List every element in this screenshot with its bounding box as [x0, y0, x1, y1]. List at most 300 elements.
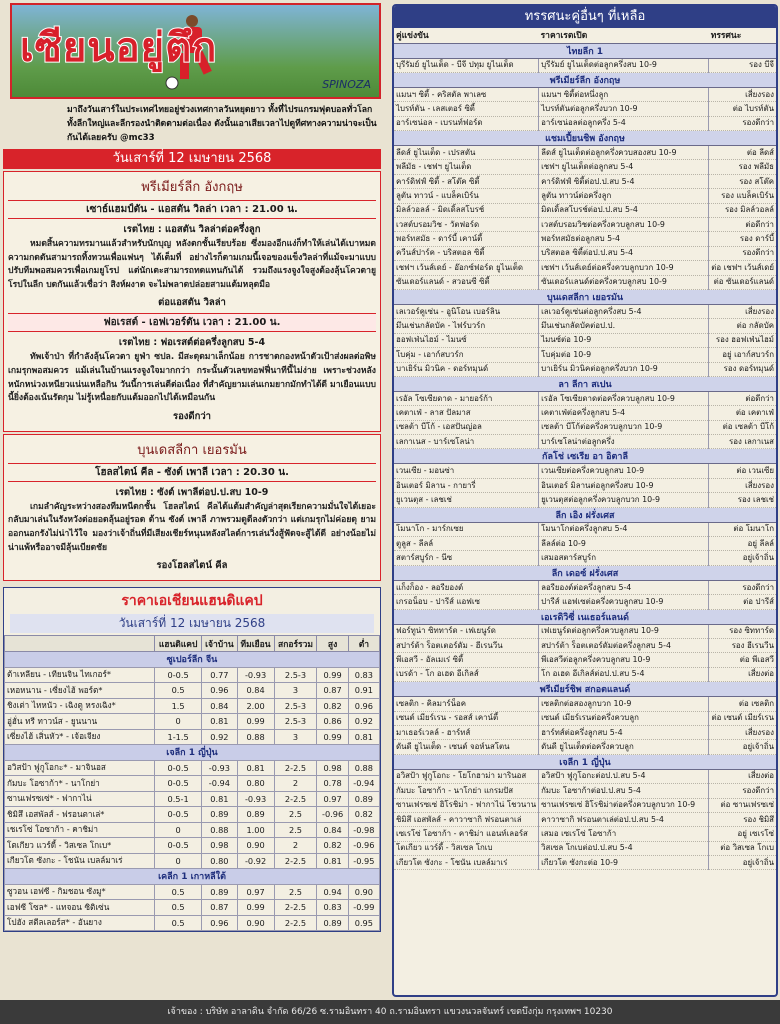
- odds-cell: 0.81: [317, 853, 348, 869]
- odds-cell: 0.77: [202, 667, 237, 683]
- odds-cell: 0.83: [348, 667, 379, 683]
- match-cell: ชิงเต่า ไหหนัว - เฉิงตู หรงเฉิง*: [5, 698, 155, 714]
- opening-rate-cell: เสมอสตาร์สบูร์ก: [539, 551, 709, 565]
- prediction-cell: ต่อ เคตาเฟ่: [709, 406, 776, 420]
- match-cell: ไบรท์ตัน - เลสเตอร์ ซิตี้: [394, 102, 539, 116]
- opening-rate-cell: เวนเซียต่อครึ่งควบลูกสบ 10-9: [539, 464, 709, 478]
- match-cell: ยูเวนตุส - เลชเช่: [394, 493, 539, 507]
- prediction-cell: ต่อ เชฟฯ เว้นส์เดย์: [709, 261, 776, 275]
- epl-title: พรีเมียร์ลีก อังกฤษ: [141, 180, 243, 195]
- opening-rate-cell: ดันดี ยูไนเต็ดต่อครึ่งควบลูก: [539, 740, 709, 754]
- table-row: [5, 729, 380, 745]
- odds-cell: 0-0.5: [155, 667, 202, 683]
- match-cell: เชเรโซ่ โอซาก้า - คาชิม่า: [5, 822, 155, 838]
- odds-cell: 0.78: [317, 776, 348, 792]
- match-cell: แก็งก็อง - ลอรียองต์: [394, 580, 539, 594]
- match-cell: ลีดส์ ยูไนเต็ด - เปรสตัน: [394, 146, 539, 160]
- table-row: [394, 362, 776, 376]
- league-name: เคลีก 1 เกาหลีใต้: [5, 869, 380, 885]
- odds-cell: 0.82: [348, 807, 379, 823]
- league-row: [394, 682, 776, 697]
- odds-cell: -0.94: [202, 776, 237, 792]
- table-row: [5, 791, 380, 807]
- match-cell: ซูวอน เอฟซี - กิมชอน ซังมู*: [5, 884, 155, 900]
- table-row: [394, 203, 776, 217]
- odds-cell: 0.97: [237, 884, 274, 900]
- prediction-cell: รอง บีจี: [709, 58, 776, 72]
- odds-cell: 0.97: [317, 791, 348, 807]
- table-row: [394, 87, 776, 101]
- league-name: ลา ลีกา สเปน: [394, 376, 776, 391]
- match-cell: บาเยิร์น มิวนิค - ดอร์ทมุนด์: [394, 362, 539, 376]
- odds-cell: 0.89: [202, 807, 237, 823]
- odds-cell: -0.98: [348, 822, 379, 838]
- odds-cell: 2-2.5: [274, 791, 317, 807]
- match-2-rate: เรตไทย : ฟอเรสต์ต่อครึ่งลูกสบ 5-4: [118, 337, 266, 349]
- match-cell: อาร์เซน่อล - เบรนท์ฟอร์ด: [394, 116, 539, 130]
- table-row: [394, 522, 776, 536]
- odds-cell: 2-2.5: [274, 900, 317, 916]
- opening-rate-cell: บุรีรัมย์ ยูไนเต็ดต่อลูกครึ่งสบ 10-9: [539, 58, 709, 72]
- odds-cell: 2.5-3: [274, 714, 317, 730]
- opening-rate-cell: ซันเดอร์แลนด์ต่อครึ่งควบลูกสบ 10-9: [539, 275, 709, 289]
- opening-rate-cell: กัมบะ โอซาก้าต่อป.ป.สบ 5-4: [539, 784, 709, 798]
- table-row: [394, 667, 776, 681]
- match-cell: คาร์ดิฟฟ์ ซิตี้ - สโต๊ค ซิตี้: [394, 174, 539, 188]
- opening-rate-cell: ลูตัน ทาวน์ต่อครึ่งลูก: [539, 189, 709, 203]
- odds-cell: -0.92: [237, 853, 274, 869]
- league-name: กัลโช่ เซเรีย อา อิตาลี: [394, 449, 776, 464]
- odds-cell: -0.94: [348, 776, 379, 792]
- match-cell: มาเธอร์เวลล์ - ฮาร์ทส์: [394, 725, 539, 739]
- odds-cell: 0.87: [317, 683, 348, 699]
- match-cell: โตเกียว แวร์ดี้ - วิสเซล โกเบ: [394, 841, 539, 855]
- league-row: [394, 507, 776, 522]
- opening-rate-cell: เชฟฯ เว้นส์เดย์ต่อครึ่งควบลูกบวก 10-9: [539, 261, 709, 275]
- table-row: [394, 653, 776, 667]
- opening-rate-cell: มึนเช่นกลัดบัคต่อป.ป.: [539, 319, 709, 333]
- opening-rate-cell: ลีลล์ต่อ 10-9: [539, 537, 709, 551]
- odds-cell: 2: [274, 776, 317, 792]
- table-row: [5, 667, 380, 683]
- league-row: [394, 565, 776, 580]
- odds-cell: 1-1.5: [155, 729, 202, 745]
- prediction-cell: รอง ฮีเรนวีน: [709, 639, 776, 653]
- match-cell: เซี่ยงไฮ้ เสิ่นหัว* - เจ้อเจียง: [5, 729, 155, 745]
- league-name: เจลีก 1 ญี่ปุ่น: [394, 754, 776, 769]
- table-row: [394, 784, 776, 798]
- odds-cell: 0.98: [202, 838, 237, 854]
- odds-cell: 0.90: [237, 838, 274, 854]
- match-cell: เหอหนาน - เซี่ยงไฮ้ พอร์ต*: [5, 683, 155, 699]
- table-row: [394, 595, 776, 609]
- odds-cell: 0.94: [317, 884, 348, 900]
- odds-cell: 2-2.5: [274, 760, 317, 776]
- odds-cell: 1.5: [155, 698, 202, 714]
- opening-rate-cell: แมนฯ ซิตี้ต่อหนึ่งลูก: [539, 87, 709, 101]
- opening-rate-cell: คาร์ดิฟฟ์ ซิตี้ต่อป.ป.สบ 5-4: [539, 174, 709, 188]
- prediction-cell: เสี่ยงรอง: [709, 304, 776, 318]
- table-row: [394, 146, 776, 160]
- league-row: [394, 609, 776, 624]
- table-row: [394, 478, 776, 492]
- table-row: [5, 683, 380, 699]
- table-row: [394, 406, 776, 420]
- prediction-cell: รอง เลชเช่: [709, 493, 776, 507]
- odds-cell: 0.89: [202, 884, 237, 900]
- intro-text: มาถึงวันเสาร์ในประเทศไทยอยู่ช่วงเทศกาลวันหยุดยาว ทั้งที่ไปรแกรมฟุตบอลทั่วโลกทั้งลีกใหญ่และลีกรองนำติดตามต่อเนื่อง ดังนั้นเอาเสียเวลาไปดูทีศทางความน่าจะเป็นกันได้เลยครับ @mc33: [67, 105, 377, 143]
- opening-rate-cell: มิดเดิ้ลสโบรช์ต่อป.ป.สบ 5-4: [539, 203, 709, 217]
- league-row: [394, 754, 776, 769]
- table-row: [394, 551, 776, 565]
- match-cell: เกียวโต ซังกะ - โชนัน เบลล์มาเร่: [394, 856, 539, 870]
- opening-rate-cell: เลเวอร์คูเซ่นต่อลูกครึ่งสบ 5-4: [539, 304, 709, 318]
- prediction-cell: ต่อดีกว่า: [709, 391, 776, 405]
- league-name: เจลีก 1 ญี่ปุ่น: [5, 745, 380, 761]
- match-cell: ต้าเหลียน - เทียนจิน ไทเกอร์*: [5, 667, 155, 683]
- match-cell: ควีนส์ปาร์ค - บริสตอล ซิตี้: [394, 246, 539, 260]
- opening-rate-cell: บาร์เซโลน่าต่อลูกครึ่ง: [539, 435, 709, 449]
- league-name: ซูเปอร์ลีก จีน: [5, 652, 380, 668]
- opening-rate-cell: บาเยิร์น มิวนิคต่อลูกครึ่งบวก 10-9: [539, 362, 709, 376]
- odds-cell: 0.92: [348, 714, 379, 730]
- match-2-pick: รองดีกว่า: [172, 410, 212, 422]
- odds-cell: 2: [274, 838, 317, 854]
- odds-cell: 0-0.5: [155, 807, 202, 823]
- odds-cell: 0.5: [155, 915, 202, 931]
- prediction-cell: ต่อ เซนต์ เมียร์เรน: [709, 711, 776, 725]
- odds-cell: 0.80: [202, 853, 237, 869]
- odds-cell: 0.99: [317, 729, 348, 745]
- opening-rate-cell: โบคุ่มต่อ 10-9: [539, 348, 709, 362]
- odds-cell: -0.96: [348, 838, 379, 854]
- prediction-cell: อยู่เจ้าถิ่น: [709, 856, 776, 870]
- league-name: แชมเปี้ยนชิพ อังกฤษ: [394, 131, 776, 146]
- column-banner: [10, 3, 381, 99]
- table-row: [394, 580, 776, 594]
- match-3-line: โฮลสไตน์ คีล - ซังต์ เพาลี เวลา : 20.30 น.: [8, 463, 376, 482]
- league-name: บุนเดสลีกา เยอรมัน: [394, 289, 776, 304]
- table-row: [5, 698, 380, 714]
- odds-cell: 0.96: [348, 698, 379, 714]
- opening-rate-cell: ซานเฟรซเซ่ ฮิโรชิม่าต่อครึ่งควบลูกบวก 10-9: [539, 798, 709, 812]
- opening-rate-cell: อินเตอร์ มิลานต่อลูกครึ่งสบ 10-9: [539, 478, 709, 492]
- table-row: [394, 493, 776, 507]
- prediction-cell: ต่อดีกว่า: [709, 218, 776, 232]
- match-cell: อวิสป้า ฟูกูโอกะ* - มาจินอส: [5, 760, 155, 776]
- table-row: [394, 769, 776, 783]
- opening-rate-cell: เชฟฯ ยูไนเต็ดต่อลูกสบ 5-4: [539, 160, 709, 174]
- odds-cell: 0.88: [202, 822, 237, 838]
- opening-rate-cell: ไบรท์ตันต่อลูกครึ่งบวก 10-9: [539, 102, 709, 116]
- handicap-header-4: สกอร์รวม: [274, 636, 317, 652]
- odds-cell: 0.96: [202, 915, 237, 931]
- table-row: [394, 420, 776, 434]
- table-row: [394, 333, 776, 347]
- table-row: [394, 841, 776, 855]
- league-row: [394, 72, 776, 87]
- league-name: พรีเมียร์ลีก อังกฤษ: [394, 72, 776, 87]
- date-bar: วันเสาร์ที่ 12 เมษายน 2568: [3, 149, 381, 169]
- match-cell: อู่ฮั่น ทรี ทาวน์ส - ยูนนาน: [5, 714, 155, 730]
- opening-rate-cell: อวิสป้า ฟูกูโอกะต่อป.ป.สบ 5-4: [539, 769, 709, 783]
- match-cell: ฟอร์ทูน่า ซิททาร์ด - เฟเยนูร์ด: [394, 624, 539, 638]
- odds-cell: 0.91: [348, 683, 379, 699]
- table-row: [5, 807, 380, 823]
- prediction-cell: อยู่ เซเรโซ่: [709, 827, 776, 841]
- prediction-cell: รองดีกว่า: [709, 116, 776, 130]
- odds-cell: 2.5-3: [274, 698, 317, 714]
- table-row: [394, 827, 776, 841]
- league-name: เอเรดิวิซี่ เนเธอร์แลนด์: [394, 609, 776, 624]
- handicap-header-6: ต่ำ: [348, 636, 379, 652]
- league-row: [5, 652, 380, 668]
- odds-cell: 2.5: [274, 884, 317, 900]
- odds-cell: -0.93: [237, 667, 274, 683]
- table-row: [5, 884, 380, 900]
- prediction-cell: รองดีกว่า: [709, 784, 776, 798]
- prediction-cell: ต่อ เซลต้า บีโก้: [709, 420, 776, 434]
- odds-cell: 0.99: [237, 900, 274, 916]
- opening-rate-cell: เรอัล โซเซียดาดต่อครึ่งควบลูกสบ 10-9: [539, 391, 709, 405]
- table-row: [394, 812, 776, 826]
- match-cell: เลกาเนส - บาร์เซโลน่า: [394, 435, 539, 449]
- match-cell: มึนเช่นกลัดบัค - ไฟร์บวร์ก: [394, 319, 539, 333]
- prediction-cell: อยู่ เอาก์สบวร์ก: [709, 348, 776, 362]
- match-1-line: เซาธ์แฮมป์ตัน - แอสตัน วิลล่า เวลา : 21.00 น.: [8, 200, 376, 219]
- prediction-cell: ต่อ โมนาโก: [709, 522, 776, 536]
- table-row: [5, 853, 380, 869]
- epl-preview-box: [3, 171, 381, 432]
- opening-rate-cell: โมนาโกต่อครึ่งลูกสบ 5-4: [539, 522, 709, 536]
- prediction-cell: รอง ชิมิสึ: [709, 812, 776, 826]
- league-row: [394, 131, 776, 146]
- opening-rate-cell: เซนต์ เมียร์เรนต่อครึ่งควบลูก: [539, 711, 709, 725]
- opening-rate-cell: เสมอ เซเรโซ่ โอซาก้า: [539, 827, 709, 841]
- odds-cell: 0.81: [202, 791, 237, 807]
- table-row: [394, 537, 776, 551]
- bundesliga-preview-box: [3, 434, 381, 581]
- table-row: [394, 435, 776, 449]
- opening-rate-cell: ปารีส์ แอฟเซต่อครึ่งควบลูกสบ 10-9: [539, 595, 709, 609]
- match-cell: เซเรโซ่ โอซาก้า - คาชิม่า แอนท์เลอร์ส: [394, 827, 539, 841]
- league-name: ลีก เอิง ฝรั่งเศส: [394, 507, 776, 522]
- prediction-cell: ต่อ ไบรท์ตัน: [709, 102, 776, 116]
- odds-cell: 0.86: [317, 714, 348, 730]
- opening-rate-cell: บริสตอล ซิตี้ต่อป.ป.สบ 5-4: [539, 246, 709, 260]
- match-1-analysis: หมดสิ้นความทรมานแล้วสำหรับนักบุญ หลังตกชั้นเรียบร้อย ซึ่งมองอีกแง่ก็ทำให้เล่นได้เบาหมดความกดดันสามารถทิ้งทวนเพื่อแฟนๆ ได้เต็มที่ อย่างไรก็ตามเกมนี้เจอของแข็งวิลล่าที่แม้จะมาแบบปรับทีมพอสมควรเพื่อเกมยูโรป แต่นักเตะสามารถทดแทนกันได้ รวมถึงแรงจูงใจสูงต้องลุ้นโควตายูโรปในลีก บดกันแล้วเชื่อว่า สิงห์ผงาด จะไม่พลาดปล่อยสามแต้มหลุดมือ: [8, 239, 376, 290]
- table-row: [394, 624, 776, 638]
- match-cell: ซานเฟรซเซ่* - ฟากาไน่: [5, 791, 155, 807]
- handicap-header-1: แฮนดิแคป: [155, 636, 202, 652]
- match-3-pick: รองโฮลสไตน์ คีล: [156, 560, 228, 572]
- match-cell: เอฟซี โซล* - แทจอน ซิติเซ่น: [5, 900, 155, 916]
- odds-cell: -0.93: [202, 760, 237, 776]
- right-header-0: คู่แข่งขัน: [394, 28, 539, 43]
- match-3-analysis: เกมลำคัญระหว่างสองทีมหนีตกชั้น โฮลสไตน์ คีลได้แต้มสำคัญล่าสุดเรียกความมั่นใจได้เยอะ กลับมาเล่นในรังหวังต่อยอดลุ้นอยู่รอด ด้าน ซังต์ เพาลี ภาพรวมดูดีลงตัวกว่า แต่เกมรุกไม่ค่อยดุ ยามออกนอกรังไม่น่าไว้ใจ มองว่าเจ้าถิ่นที่มีเสียงเชียร์หนุนหลังสไลด์การเล่นวิ่งสู้ฟัดจะสู้ได้ดี อย่างน้อยไม่น่าแพ้หรืออาจมีลุ้นเบียดชัย: [8, 501, 376, 553]
- table-row: [394, 697, 776, 711]
- match-cell: กัมบะ โอซาก้า - นาโกย่า แกรมปัส: [394, 784, 539, 798]
- odds-cell: 0.5: [155, 900, 202, 916]
- match-cell: อินเตอร์ มิลาน - กายารี่: [394, 478, 539, 492]
- league-name: พรีเมียร์ชิพ สกอตแลนด์: [394, 682, 776, 697]
- odds-cell: 0.89: [237, 807, 274, 823]
- odds-cell: 3: [274, 683, 317, 699]
- odds-cell: 0.81: [237, 760, 274, 776]
- table-row: [394, 319, 776, 333]
- league-row: [5, 745, 380, 761]
- league-name: ไทยลีก 1: [394, 43, 776, 58]
- opening-rate-cell: โก อเฮด อีเกิลส์ต่อป.ป.สบ 5-4: [539, 667, 709, 681]
- prediction-cell: เสี่ยงต่อ: [709, 667, 776, 681]
- odds-cell: 0-0.5: [155, 760, 202, 776]
- opening-rate-cell: เฟเยนูร์ดต่อลูกครึ่งควบลูกสบ 10-9: [539, 624, 709, 638]
- odds-cell: 2-2.5: [274, 915, 317, 931]
- table-row: [5, 760, 380, 776]
- odds-cell: 2.5-3: [274, 667, 317, 683]
- prediction-cell: รองดีกว่า: [709, 580, 776, 594]
- odds-cell: 0.5: [155, 683, 202, 699]
- odds-cell: 1.00: [237, 822, 274, 838]
- odds-cell: 0.87: [202, 900, 237, 916]
- prediction-cell: เสี่ยงรอง: [709, 725, 776, 739]
- odds-cell: 0.5: [155, 884, 202, 900]
- opening-rate-cell: เคตาเฟ่ต่อครึ่งลูกสบ 5-4: [539, 406, 709, 420]
- odds-cell: 2.00: [237, 698, 274, 714]
- match-cell: อวิสป้า ฟูกูโอกะ - โยโกฮาม่า มารินอส: [394, 769, 539, 783]
- prediction-cell: ต่อ พีเอสวี: [709, 653, 776, 667]
- match-cell: เซนต์ เมียร์เรน - รอสส์ เคาน์ตี้: [394, 711, 539, 725]
- opening-rate-cell: วิสเซล โกเบต่อป.ป.สบ 5-4: [539, 841, 709, 855]
- prediction-cell: รอง มิลล์วอลล์: [709, 203, 776, 217]
- match-cell: เกียวโต ซังกะ - โชนัน เบลล์มาเร่: [5, 853, 155, 869]
- opening-rate-cell: ลอรียองต์ต่อครึ่งลูกสบ 5-4: [539, 580, 709, 594]
- table-row: [394, 639, 776, 653]
- right-header-1: ราคาเรตเปิด: [539, 28, 709, 43]
- match-cell: เวนเซีย - มอนซ่า: [394, 464, 539, 478]
- table-row: [5, 900, 380, 916]
- table-row: [394, 348, 776, 362]
- table-row: [394, 740, 776, 754]
- prediction-cell: รอง ดาร์บี้: [709, 232, 776, 246]
- opening-rate-cell: อาร์เซน่อลต่อลูกครึ่ง 5-4: [539, 116, 709, 130]
- match-3-rate: เรตไทย : ซังต์ เพาลีต่อป.ป.สบ 10-9: [115, 486, 269, 498]
- league-name: ลีก เดอซ์ ฝรั่งเศส: [394, 565, 776, 580]
- odds-cell: 0.81: [202, 714, 237, 730]
- odds-cell: 0.83: [317, 900, 348, 916]
- odds-cell: 0.84: [237, 683, 274, 699]
- match-2-analysis: ทัพเจ้าป่า ที่กำลังลุ้นโควตา ยูฟ่า ซปล. มีสะดุดมาเล็กน้อย การชาตกองหน้าตัวเป้าส่งผลต่อพิษเกมรุกพอสมควร แม้เล่นในบ้านแรงจูงใจมากกว่า กระนั้นตัวเลขทอฟฟี่นาทีนี้ไม่ง่าย เพราะช่วงหลังหนักหน่วงเหนียวแน่นเหลือกิน วันนี้การเล่นตีต่อเนื่อง ที่สำคัญยามเล่นเกมยากมักทำได้ดี มาเยือนแบบนี้ยิ่งต้องเน้นรัดกุม ไม่รู้เหนื่อยกับแต้มออกไปได้เหมือนกัน: [8, 352, 376, 404]
- match-cell: เบรด้า - โก อเฮด อีเกิลส์: [394, 667, 539, 681]
- columnist-signature: SPINOZA: [322, 78, 371, 91]
- odds-cell: 3: [274, 729, 317, 745]
- match-cell: บุรีรัมย์ ยูไนเต็ด - บีจี ปทุม ยูไนเต็ด: [394, 58, 539, 72]
- table-row: [5, 822, 380, 838]
- prediction-cell: รอง เลกาเนส: [709, 435, 776, 449]
- match-cell: ชิมิสึ เอสพัลส์ - คาวาซากิ ฟรอนตาเล่: [394, 812, 539, 826]
- opening-rate-cell: เซลต้า บีโก้ต่อครึ่งควบลูกบวก 10-9: [539, 420, 709, 434]
- match-cell: ซานเฟรซเซ่ ฮิโรชิม่า - ฟากาไน่ โชวนาน: [394, 798, 539, 812]
- table-row: [394, 261, 776, 275]
- prediction-cell: รอง ฮอฟเฟ่นไฮม์: [709, 333, 776, 347]
- odds-cell: -0.95: [348, 853, 379, 869]
- odds-cell: 0.92: [202, 729, 237, 745]
- odds-cell: 0-0.5: [155, 776, 202, 792]
- match-cell: เรอัล โซเซียดาด - มายอร์ก้า: [394, 391, 539, 405]
- odds-cell: 0: [155, 714, 202, 730]
- odds-cell: 2.5: [274, 822, 317, 838]
- table-row: [394, 246, 776, 260]
- odds-cell: 0.84: [202, 698, 237, 714]
- table-row: [394, 102, 776, 116]
- odds-cell: 0.88: [237, 729, 274, 745]
- match-2-line: ฟอเรสต์ - เอฟเวอร์ตัน เวลา : 21.00 น.: [8, 313, 376, 332]
- prediction-cell: รอง ซิททาร์ด: [709, 624, 776, 638]
- handicap-title: ราคาเอเชียนแฮนดิแคป: [121, 593, 263, 610]
- prediction-cell: ต่อ เซลติก: [709, 697, 776, 711]
- odds-cell: -0.93: [237, 791, 274, 807]
- match-cell: ดันดี ยูไนเต็ด - เซนต์ จอห์นสโตน: [394, 740, 539, 754]
- table-row: [394, 116, 776, 130]
- match-cell: ชิมิสึ เอสพัลส์ - ฟรอนตาเล่*: [5, 807, 155, 823]
- table-row: [394, 232, 776, 246]
- prediction-cell: เสี่ยงรอง: [709, 87, 776, 101]
- other-matches-table: [394, 28, 776, 870]
- publisher-footer: เจ้าของ : บริษัท อาลาดิน จำกัด 66/26 ซ.รามอินทรา 40 ถ.รามอินทรา แขวงนวลจันทร์ เขตบึงกุ่ม กรุงเทพฯ 10230: [0, 1000, 780, 1024]
- table-row: [394, 58, 776, 72]
- prediction-cell: รอง สโต๊ค: [709, 174, 776, 188]
- odds-cell: 0.90: [237, 915, 274, 931]
- match-cell: พลีมัธ - เชฟฯ ยูไนเต็ด: [394, 160, 539, 174]
- odds-cell: 0.95: [348, 915, 379, 931]
- prediction-cell: ต่อ ซันเดอร์แลนด์: [709, 275, 776, 289]
- match-cell: พอร์ทสมัธ - ดาร์บี้ เคาน์ตี้: [394, 232, 539, 246]
- odds-cell: 0.99: [237, 714, 274, 730]
- match-1-rate: เรตไทย : แอสตัน วิลล่าต่อครึ่งลูก: [123, 224, 261, 235]
- prediction-cell: รองดีกว่า: [709, 246, 776, 260]
- league-row: [394, 289, 776, 304]
- league-row: [394, 449, 776, 464]
- match-cell: กัมบะ โอซาก้า* - นาโกย่า: [5, 776, 155, 792]
- odds-cell: 0.89: [317, 915, 348, 931]
- opening-rate-cell: เวสต์บรอมวิชต่อครึ่งควบลูกสบ 10-9: [539, 218, 709, 232]
- prediction-cell: รอง ดอร์ทมุนด์: [709, 362, 776, 376]
- table-row: [394, 464, 776, 478]
- table-row: [5, 714, 380, 730]
- odds-cell: 0.81: [348, 729, 379, 745]
- opening-rate-cell: คาวาซากิ ฟรอนตาเล่ต่อป.ป.สบ 5-4: [539, 812, 709, 826]
- league-row: [394, 43, 776, 58]
- handicap-header-2: เจ้าบ้าน: [202, 636, 237, 652]
- odds-cell: -0.96: [317, 807, 348, 823]
- prediction-cell: รอง แบล็คเบิร์น: [709, 189, 776, 203]
- match-cell: ซันเดอร์แลนด์ - สวอนซี ซิตี้: [394, 275, 539, 289]
- match-cell: เคตาเฟ่ - ลาส ปัลมาส: [394, 406, 539, 420]
- opening-rate-cell: สปาร์ต้า ร็อตเตอร์ดัมต่อครึ่งลูกสบ 5-4: [539, 639, 709, 653]
- match-cell: เลเวอร์คูเซ่น - อูนิโอน เบอร์ลิน: [394, 304, 539, 318]
- odds-cell: 0: [155, 853, 202, 869]
- match-cell: โบคุ่ม - เอาก์สบวร์ก: [394, 348, 539, 362]
- match-cell: พีเอสวี - อัลเมเร่ ซิตี้: [394, 653, 539, 667]
- prediction-cell: เสี่ยงต่อ: [709, 769, 776, 783]
- table-row: [5, 776, 380, 792]
- table-row: [394, 275, 776, 289]
- table-row: [5, 838, 380, 854]
- opening-rate-cell: ฮาร์ทส์ต่อครึ่งลูกสบ 5-4: [539, 725, 709, 739]
- table-row: [394, 798, 776, 812]
- table-row: [394, 856, 776, 870]
- prediction-cell: รอง พลีมัธ: [709, 160, 776, 174]
